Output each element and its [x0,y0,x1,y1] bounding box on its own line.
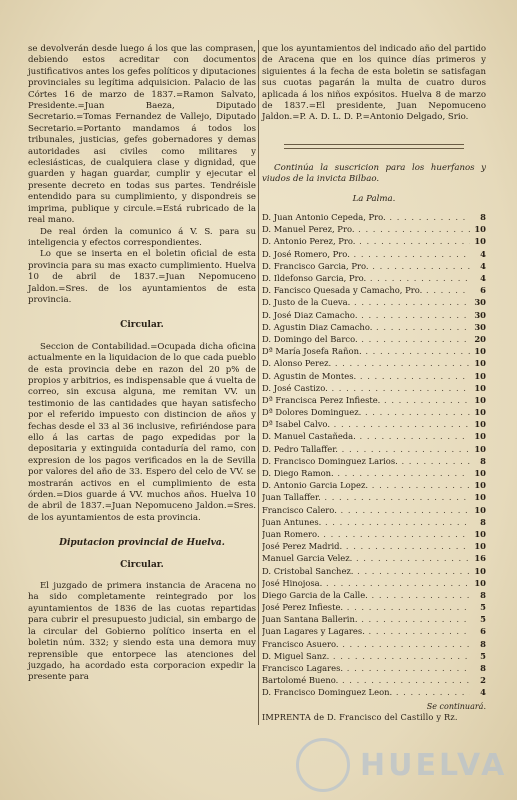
donor-amount: 5 [480,614,486,625]
left-column [28,44,256,684]
donor-row [262,528,486,540]
donor-row [262,504,486,516]
donor-row [262,650,486,662]
donor-name: D. José Castizo. . . . [262,382,470,394]
donor-name: D. Pedro Tallaffer. . . . [262,443,470,455]
donor-name: Dª Isabel Calvo. . . . [262,418,470,430]
donor-row [262,296,486,308]
donor-row [262,309,486,321]
donor-amount: 8 [480,212,486,223]
donor-name: D. Francisco Dominguez Larios. . . . [262,455,470,467]
donor-row [262,552,486,564]
donor-name: D. Domingo del Barco. . . . [262,333,470,345]
donor-amount: 10 [474,528,486,539]
donor-amount: 5 [480,650,486,661]
donor-name: D. José Romero, Pro. . . . [262,248,470,260]
donor-amount: 10 [474,419,486,430]
donor-name: Manuel Garcia Velez. . . . [262,552,470,564]
circular-heading-2: Circular. [120,559,164,570]
imprenta-line: IMPRENTA de D. Francisco del Castillo y Rz. [262,711,458,722]
donor-name: Dª Francisca Perez Infieste. . . . [262,394,470,406]
donor-amount: 10 [474,504,486,515]
donor-amount: 10 [474,480,486,491]
donor-name: D. Antonio Garcia Lopez. . . . [262,479,470,491]
donor-amount: 8 [480,638,486,649]
donor-name: D. Cristobal Sanchez. . . . [262,565,470,577]
donor-amount: 10 [474,431,486,442]
donor-row [262,601,486,613]
donor-name: D. Agustin Diaz Camacho. . . . [262,321,470,333]
donor-name: D. Juan Antonio Cepeda, Pro. . . . [262,211,470,223]
juzgado-circular: El juzgado de primera instancia de Aracena no ha sido completamente reintegrado por los ayuntamientos de 1836 de las cuotas repartidas para cubrir el presupuesto judicial, sin embargo de la circular del Gobierno político inserta en el boletin núm. 332; y siendo esta una demora muy reprensible que entorpece las atenciones del juzgado, ha acordado esta corporacion expedir la presente para [28,581,256,683]
section-separator [284,144,464,149]
donor-amount: 8 [480,516,486,527]
contabilidad-circular: Seccion de Contabilidad.=Ocupada dicha oficina actualmente en la liquidacion de lo que cada pueblo de esta provincia debe en razon del 20 p% de propios y arbitrios, es indispensable que á vuelta de correo, sin excusa alguna, me remitan VV. un testimonio de las cantidades que hayan satisfecho por el referido impuesto con distincion de años y fechas desde el 33 al 36 inclusive, refiriéndose para ello á las cartas de pago expedidas por la depositaria y extinguida contaduría del ramo, con expresion de los pagos verificados en la de Sevilla por valores del año de 33. Espero del celo de VV. se mostrarán activos en el cumplimiento de esta órden.=Dios guarde á VV. muchos años. Huelva 10 de abril de 1837.=Juan Nepomuceno Jaldon.=Sres. de los ayuntamientos de esta provincia. [28,341,256,523]
donor-amount: 6 [480,626,486,637]
place-heading: La Palma. [352,193,396,204]
insertion-note: Lo que se inserta en el boletin oficial de esta provincia para su mas exacto cumplimiento. Huelva 10 de abril de 1837.=Juan Nepomuceno Jaldon.=Sres. de los ayuntamientos de esta provincia. [28,249,256,305]
donor-amount: 4 [480,260,486,271]
donor-name: D. Justo de la Cueva. . . . [262,296,470,308]
right-column [262,44,486,723]
watermark-text: HUELVA [360,748,508,783]
donor-name: D. Manuel Castañeda. . . . [262,430,470,442]
donor-amount: 10 [474,394,486,405]
donor-row [262,418,486,430]
donor-row [262,406,486,418]
donor-amount: 10 [474,346,486,357]
donor-row [262,516,486,528]
donor-amount: 10 [474,468,486,478]
column-divider [258,40,259,725]
donor-name: D. Alonso Perez. . . . [262,357,470,369]
donor-amount: 2 [480,675,486,686]
donor-amount: 10 [474,565,486,576]
donor-row [262,577,486,589]
donor-amount: 8 [480,589,486,600]
donor-row [262,638,486,650]
donor-name: José Perez Infieste. . . . [262,601,470,613]
donor-row [262,662,486,674]
circular-heading-1: Circular. [120,320,164,331]
donor-amount: 10 [474,236,486,247]
donor-amount: 10 [474,224,486,235]
donor-amount: 30 [474,309,486,320]
donor-row [262,321,486,333]
donor-row [262,613,486,625]
donor-row [262,333,486,345]
donor-amount: 8 [480,455,486,466]
donor-row [262,284,486,296]
donor-row [262,589,486,601]
donor-name: D. Agustin de Montes. . . . [262,370,470,382]
donor-amount: 4 [480,273,486,283]
donor-name: José Hinojosa. . . . [262,577,470,589]
donor-row [262,223,486,235]
donor-row [262,686,486,698]
donor-row [262,430,486,442]
donor-name: Bartolomé Bueno. . . . [262,674,470,686]
donor-amount: 5 [480,602,486,613]
donor-row [262,248,486,260]
donor-name: D. Francisco Dominguez Leon. . . . [262,686,470,698]
donor-name: D. Manuel Perez, Pro. . . . [262,223,470,235]
donor-row [262,235,486,247]
donor-row [262,272,486,284]
donor-row [262,491,486,503]
donor-row [262,443,486,455]
donor-name: Juan Tallaffer. . . . [262,491,470,503]
donor-name: Dª Dolores Dominguez. . . . [262,406,470,418]
donor-name: Juan Lagares y Lagares. . . . [262,625,470,637]
donor-amount: 10 [474,443,486,454]
donor-name: D. Francisco Garcia, Pro. . . . [262,260,470,272]
donor-row [262,479,486,491]
donor-amount: 6 [480,285,486,296]
decree-text: se devolverán desde luego á los que las comprasen, debiendo estos acreditar con documentos justificativos antes los gefes políticos y diputaciones provinciales su legítima adquisicion. Palacio de las Córtes 16 de marzo de 1837.=Ramon Salvato, Presidente.=Juan Baeza, Diputado Secretario.=Tomas Fernandez de Vallejo, Diputado Secretario.=Portanto mandamos á todos los tribunales, justicias, gefes gobernadores y demas autoridades asi civiles como militares y eclesiásticas, de cualquiera clase y dignidad, que guarden y hagan guardar, cumplir y ejecutar el presente decreto en todas sus partes. Tendréisle entendido para su cumplimiento, y dispondreis se imprima, publique y circule.=Está rubricado de la real mano. [28,44,256,226]
donor-name: D. Diego Ramon. . . . [262,467,470,479]
donor-list [262,211,486,699]
donor-amount: 4 [480,687,486,698]
donor-amount: 20 [474,333,486,344]
donor-row [262,540,486,552]
subscription-intro: Continúa la suscricion para los huerfanos y viudos de la invicta Bilbao. [262,162,486,185]
donor-name: Francisco Lagares. . . . [262,662,470,674]
donor-name: Diego Garcia de la Calle. . . . [262,589,470,601]
donor-amount: 4 [480,248,486,259]
donor-row [262,467,486,479]
donor-row [262,382,486,394]
donor-amount: 30 [474,321,486,332]
donor-name: Francisco Calero. . . . [262,504,470,516]
diputacion-continuation: que los ayuntamientos del indicado año del partido de Aracena que en los quince días primeros y siguientes á la fecha de esta boletin se satisfagan sus cuotas pagarán la multa de cuatro duros aplicada á los niños expósitos. Huelva 8 de marzo de 1837.=El presidente, Juan Nepomuceno Jaldon.=P. A. D. L. D. P.=Antonio Delgado, Srio. [262,44,486,123]
continue-note: Se continuará. [426,701,486,711]
donor-amount: 16 [474,553,486,564]
donor-amount: 10 [474,370,486,381]
donor-name: Juan Romero. . . . [262,528,470,540]
royal-order-note: De real órden la comunico á V. S. para su inteligencia y efectos correspondientes. [28,226,256,248]
diputacion-heading: Diputacion provincial de Huelva. [59,538,225,549]
donor-row [262,625,486,637]
donor-name: D. Fancisco Quesada y Camacho, Pro. . . . [262,284,470,296]
donor-row [262,370,486,382]
donor-row [262,260,486,272]
donor-row [262,674,486,686]
donor-row [262,211,486,223]
donor-amount: 10 [474,358,486,369]
donor-amount: 8 [480,663,486,673]
donor-row [262,394,486,406]
donor-name: Francisco Asuero. . . . [262,638,470,650]
donor-name: José Perez Madrid. . . . [262,540,470,552]
donor-name: D. Antonio Perez, Pro. . . . [262,235,470,247]
watermark-seal-icon [296,738,350,792]
donor-name: D. Ildefonso Garcia, Pro. . . . [262,272,470,284]
donor-name: Dª María Josefa Rañon. . . . [262,345,470,357]
donor-row [262,357,486,369]
donor-name: Juan Antunes. . . . [262,516,470,528]
donor-row [262,345,486,357]
donor-name: Juan Santana Ballerin. . . . [262,613,470,625]
donor-amount: 10 [474,577,486,588]
donor-amount: 10 [474,492,486,503]
donor-name: D. José Diaz Camacho. . . . [262,309,470,321]
donor-amount: 10 [474,407,486,418]
donor-name: D. Miguel Sanz. . . . [262,650,470,662]
donor-amount: 10 [474,382,486,393]
donor-amount: 10 [474,541,486,552]
donor-row [262,455,486,467]
donor-amount: 30 [474,297,486,308]
donor-row [262,565,486,577]
